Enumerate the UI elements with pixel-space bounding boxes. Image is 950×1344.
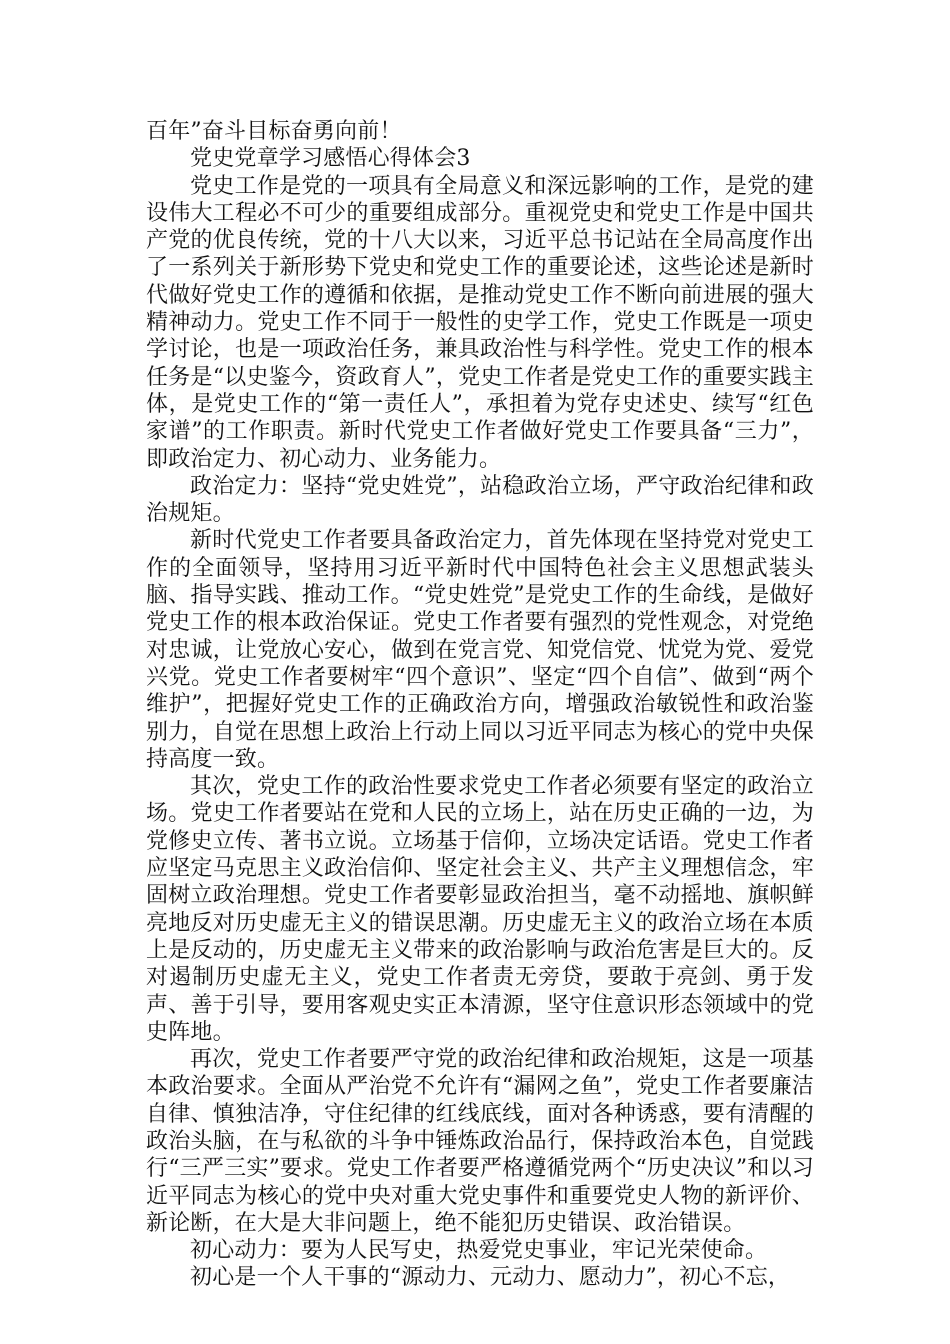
subheading-original-aspiration: 初心动力：要为人民写史，热爱党史事业，牢记光荣使命。 xyxy=(190,1238,768,1264)
section-title: 党史党章学习感悟心得体会3 xyxy=(190,146,471,172)
paragraph-political-discipline: 再次，党史工作者要严守党的政治纪律和政治规矩，这是一项基本政治要求。全面从严治党不允许有“漏网之鱼”，党史工作者要廉洁自律、慎独洁净，守住纪律的红线底线，面对各种诱惑，要有清醒的政治头脑，在与私欲的斗争中锤炼政治品行，保持政治本色，自觉践行“三严三实”要求。党史工作者要严格遵循党两个“历史决议”和以习近平同志为核心的党中央对重大党史事件和重要党史人物的新评价、新论断，在大是大非问题上，绝不能犯历史错误、政治错误。 xyxy=(146,1047,814,1236)
paragraph-continuation: 百年”奋斗目标奋勇向前！ xyxy=(146,119,402,144)
paragraph-political-resolve: 新时代党史工作者要具备政治定力，首先体现在坚持党对党史工作的全面领导，坚持用习近平新时代中国特色社会主义思想武装头脑、指导实践、推动工作。“党史姓党”是党史工作的生命线，是做好党史工作的根本政治保证。党史工作者要有强烈的党性观念，对党绝对忠诚，让党放心安心，做到在党言党、知党信党、忧党为党、爱党兴党。党史工作者要树牢“四个意识”、坚定“四个自信”、做到“两个维护”，把握好党史工作的正确政治方向，增强政治敏锐性和政治鉴别力，自觉在思想上政治上行动上同以习近平同志为核心的党中央保持高度一致。 xyxy=(146,528,814,772)
paragraph-political-stance: 其次，党史工作的政治性要求党史工作者必须要有坚定的政治立场。党史工作者要站在党和人民的立场上，站在历史正确的一边，为党修史立传、著书立说。立场基于信仰，立场决定话语。党史工作者应坚定马克思主义政治信仰、坚定社会主义、共产主义理想信念，牢固树立政治理想。党史工作者要彰显政治担当，毫不动摇地、旗帜鲜亮地反对历史虚无主义的错误思潮。历史虚无主义的政治立场在本质上是反动的，历史虚无主义带来的政治影响与政治危害是巨大的。反对遏制历史虚无主义，党史工作者责无旁贷，要敢于亮剑、勇于发声、善于引导，要用客观史实正本清源，坚守住意识形态领域中的党史阵地。 xyxy=(146,774,814,1045)
document-page xyxy=(146,118,814,1292)
subheading-political-resolve: 政治定力：坚持“党史姓党”，站稳政治立场，严守政治纪律和政治规矩。 xyxy=(146,473,814,527)
paragraph-original-aspiration: 初心是一个人干事的“源动力、元动力、愿动力”，初心不忘， xyxy=(190,1265,791,1291)
paragraph-intro: 党史工作是党的一项具有全局意义和深远影响的工作，是党的建设伟大工程必不可少的重要组成部分。重视党史和党史工作是中国共产党的优良传统，党的十八大以来，习近平总书记站在全局高度作出了一系列关于新形势下党史和党史工作的重要论述，这些论述是新时代做好党史工作的遵循和依据，是推动党史工作不断向前进展的强大精神动力。党史工作不同于一般性的史学工作，党史工作既是一项史学讨论，也是一项政治任务，兼具政治性与科学性。党史工作的根本任务是“以史鉴今，资政育人”，党史工作者是党史工作的重要实践主体，是党史工作的“第一责任人”，承担着为党存史述史、续写“红色家谱”的工作职责。新时代党史工作者做好党史工作要具备“三力”，即政治定力、初心动力、业务能力。 xyxy=(146,173,814,472)
